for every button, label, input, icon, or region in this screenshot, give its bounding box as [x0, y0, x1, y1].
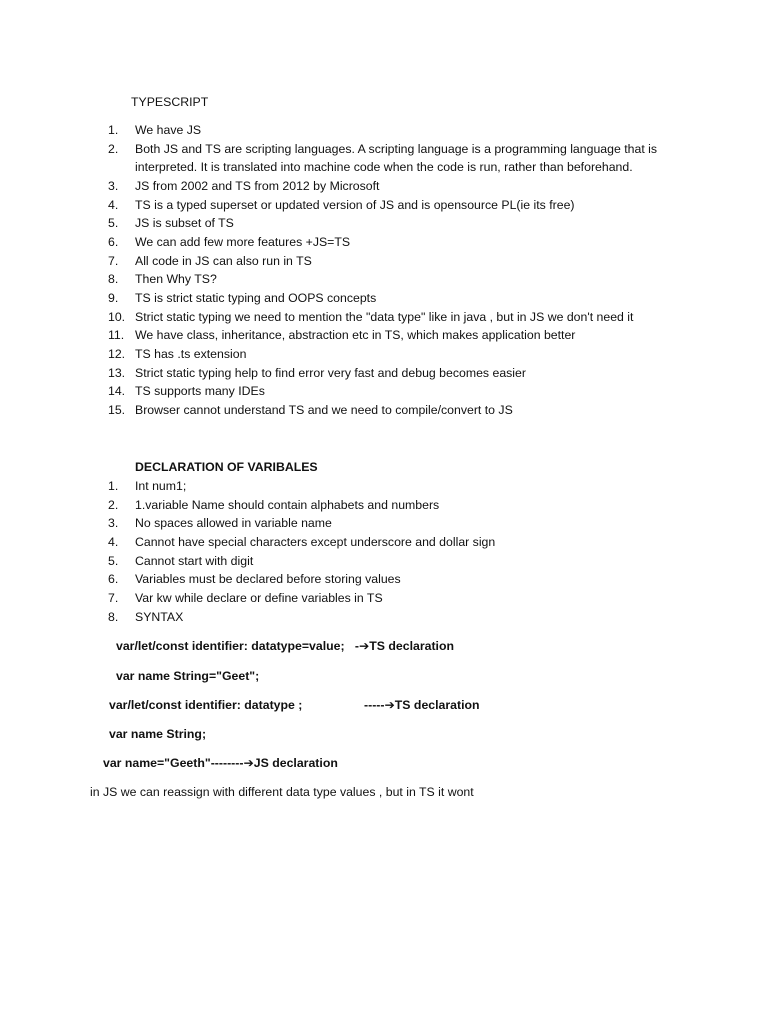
list-item-text: 1.variable Name should contain alphabets and numbers — [135, 497, 440, 512]
list-item-number: 2. — [108, 141, 119, 156]
list-item-number: 4. — [108, 197, 119, 212]
list-item-number: 7. — [108, 253, 119, 268]
syntax-line-3-dash: ----- — [364, 698, 385, 712]
list-item-number: 8. — [108, 272, 119, 287]
list-item-text: Strict static typing help to find error very fast and debug becomes easier — [135, 365, 526, 380]
list-item-text: Variables must be declared before storing values — [135, 572, 401, 587]
list-item-text: Browser cannot understand TS and we need to compile/convert to JS — [135, 402, 513, 417]
arrow-right-icon: ➔ — [358, 639, 370, 653]
list-item-number: 6. — [108, 234, 119, 249]
list-item — [0, 608, 495, 627]
list-item — [0, 308, 665, 327]
syntax-line-5-code: var name="Geeth"-------- — [103, 756, 244, 770]
list-item — [0, 326, 665, 345]
syntax-line-5 — [103, 755, 338, 771]
list-item-text: No spaces allowed in variable name — [135, 516, 332, 531]
list-item-number: 10. — [108, 309, 126, 324]
list-item — [0, 270, 665, 289]
list-item-number: 5. — [108, 216, 119, 231]
syntax-line-1-code: var/let/const identifier: datatype=value; — [116, 639, 345, 653]
list-item-text: All code in JS can also run in TS — [135, 253, 312, 268]
list-item — [0, 345, 665, 364]
list-item-text: TS is strict static typing and OOPS concepts — [135, 290, 377, 305]
list-item-number: 6. — [108, 572, 119, 587]
list-item-number: 1. — [108, 479, 119, 493]
list-item-text: SYNTAX — [135, 609, 184, 624]
list-item-text: JS is subset of TS — [135, 216, 234, 231]
list-item-number: 12. — [108, 346, 126, 361]
list-item — [0, 401, 665, 420]
features-list — [0, 121, 665, 420]
list-item-text: Cannot have special characters except underscore and dollar sign — [135, 534, 496, 549]
list-item-text: Strict static typing we need to mention the "data type" like in java , but in JS we don't need it — [135, 309, 634, 324]
list-item — [0, 533, 495, 552]
list-item-number: 5. — [108, 553, 119, 568]
list-item — [0, 177, 665, 196]
list-item-number: 15. — [108, 402, 126, 417]
list-item — [0, 589, 495, 608]
section-heading: DECLARATION OF VARIBALES — [135, 460, 318, 474]
list-item-text: Then Why TS? — [135, 272, 217, 287]
syntax-line-3-label: TS declaration — [394, 698, 480, 712]
list-item-number: 14. — [108, 384, 126, 399]
list-item-number: 7. — [108, 590, 119, 605]
list-item-text: Cannot start with digit — [135, 553, 254, 568]
list-item — [0, 289, 665, 308]
list-item — [0, 214, 665, 233]
list-item — [0, 552, 495, 571]
list-item-text: We have class, inheritance, abstraction etc in TS, which makes application better — [135, 328, 576, 343]
list-item-number: 13. — [108, 365, 126, 380]
list-item — [0, 252, 665, 271]
list-item-number: 1. — [108, 123, 119, 137]
list-item-text: We can add few more features +JS=TS — [135, 234, 351, 249]
list-item-text: Var kw while declare or define variables in TS — [135, 590, 383, 605]
list-item — [0, 196, 665, 215]
list-item-text: Both JS and TS are scripting languages. A scripting language is a programming language that is interpreted. It is translated into machine code when the code is run, rather than beforehand. — [135, 141, 658, 175]
list-item — [0, 477, 495, 496]
arrow-right-icon: ➔ — [243, 756, 254, 770]
list-item-text: TS has .ts extension — [135, 346, 247, 361]
list-item-text: JS from 2002 and TS from 2012 by Microsoft — [135, 178, 380, 193]
list-item — [0, 233, 665, 252]
list-item-number: 11. — [108, 328, 125, 343]
document-title: TYPESCRIPT — [131, 95, 209, 109]
list-item-number: 3. — [108, 516, 119, 531]
list-item — [0, 514, 495, 533]
list-item-text: TS supports many IDEs — [135, 384, 265, 399]
list-item-text: We have JS — [135, 123, 202, 137]
list-item-number: 8. — [108, 609, 119, 624]
list-item-number: 9. — [108, 290, 119, 305]
arrow-right-icon: ➔ — [384, 698, 395, 712]
syntax-line-2: var name String="Geet"; — [116, 669, 260, 683]
syntax-line-1-dash: - — [354, 639, 359, 653]
list-item — [0, 364, 665, 383]
list-item — [0, 570, 495, 589]
closing-note: in JS we can reassign with different data type values , but in TS it wont — [90, 785, 474, 799]
syntax-line-3-code: var/let/const identifier: datatype ; — [109, 698, 303, 712]
list-item-number: 2. — [108, 497, 119, 512]
syntax-line-1 — [116, 638, 454, 654]
variable-rules-list — [0, 477, 495, 626]
list-item-number: 3. — [108, 178, 119, 193]
list-item — [0, 140, 665, 177]
list-item — [0, 382, 665, 401]
list-item — [0, 121, 665, 140]
list-item-text: TS is a typed superset or updated version of JS and is opensource PL(ie its free) — [135, 197, 575, 212]
syntax-line-3 — [109, 697, 509, 713]
list-item — [0, 496, 495, 515]
syntax-line-5-label: JS declaration — [253, 756, 338, 770]
syntax-line-4: var name String; — [109, 727, 207, 741]
list-item-number: 4. — [108, 534, 119, 549]
list-item-text: Int num1; — [135, 479, 187, 493]
syntax-line-1-label: TS declaration — [369, 639, 454, 653]
